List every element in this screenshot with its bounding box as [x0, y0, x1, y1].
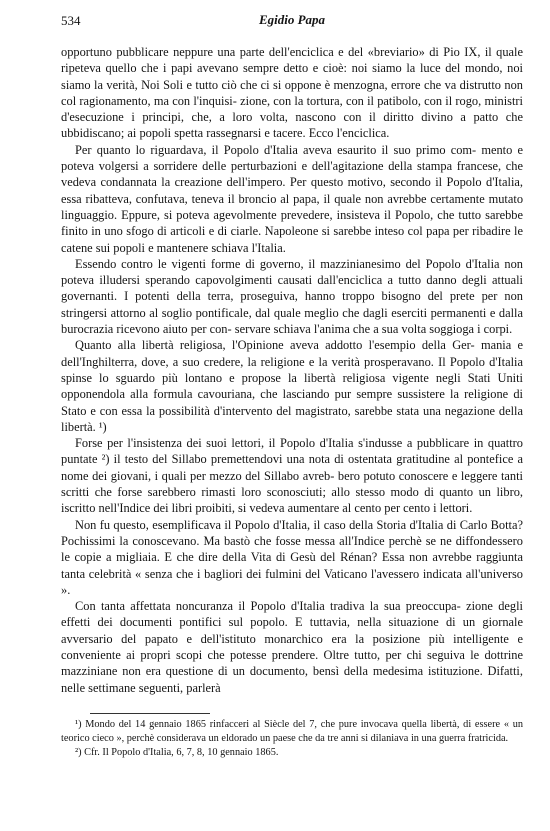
text-line: pur sempre sussistere la religione di Stato e con essa la possibilità d'intervento: [61, 387, 523, 418]
text-line: sconosciuti; allo stesso modo di quanto un libro, iscritto nell'Indice dei libri: [61, 485, 523, 516]
text-line: zione degli effetti dei documenti pontifici sul popolo. E tuttavia, nella situazione: [61, 599, 523, 630]
text-line: agevolmente prevedere, insisteva il Popolo, che tutto sarebbe finito in uno sfogo: [61, 207, 523, 239]
text-line: mento e poteva volgersi a sorridere delle perturbazioni e dell'agitazione della: [61, 142, 523, 174]
paragraph: [61, 337, 523, 435]
footnote-rule: [90, 713, 210, 714]
text-line: troppo bisogno del prete per non stringersi attorno al soglio pontificale, dal quale: [61, 289, 524, 320]
text-line: mania e dell'Inghilterra, dove, a suo credere, la religione e la verità prosperavano.: [61, 338, 523, 369]
text-line: per chi seguiva le dottrine mazziniane non era questione di un documento,: [61, 647, 523, 679]
text-line: Forse per l'insistenza dei suoi lettori, il Popolo d'Italia s'indusse a pubblicare: [75, 436, 470, 451]
paragraph: [61, 142, 523, 256]
text-line: Pio IX, il quale ripeteva quello che i papi avevano sempre detto e cioè: noi: [61, 45, 523, 76]
text-line: Con tanta affettata noncuranza il Popolo d'Italia tradiva la sua preoccupa-: [75, 599, 461, 614]
paragraph: [61, 435, 523, 516]
text-line: di articoli e di ciarle. Napoleone si sarebbe inteso col papa per ribadire le catene: [61, 224, 523, 255]
text-line: servare schiava l'anima che a sua volta soggioga i corpi.: [234, 322, 513, 337]
text-line: bero potuto conoscere e leggere tanti scritti che forse sarebbero rimasti loro: [61, 468, 523, 500]
text-line: del magistrato, sarebbe stata una negazione della libertà. ¹): [61, 403, 523, 434]
text-line: siamo la luce del mondo, noi siamo la verità, Noi Soli e tutto ciò che ci si oppone: [61, 61, 523, 92]
text-line: Quanto alla libertà religiosa, l'Opinione aveva addotto l'esempio della Ger-: [75, 338, 475, 353]
text-line: Essendo contro le vigenti forme di governo, il mazzinianesimo del Popolo: [75, 256, 461, 271]
footnotes: [61, 718, 523, 761]
running-head: Egidio Papa: [258, 12, 326, 27]
text-line: d'Italia non poteva illudersi sperando capovolgimenti causati dall'enciclica a: [61, 256, 523, 288]
text-line: Per quanto lo riguardava, il Popolo d'Italia aveva esaurito il suo primo com-: [75, 142, 477, 157]
text-line: proibiti, si vedeva aumentare al cento per cento i lettori.: [195, 501, 473, 516]
text-line: spetta rassegnarsi e tacere. Ecco l'enciclica.: [174, 126, 390, 141]
text-line: di Carlo Botta? Pochissimi la conoscevano. Ma bastò che fosse messa all'Indice: [61, 517, 523, 548]
text-line: meglio che dagli eserciti permanenti e dalla burocrazia ricevono aiuto per con-: [61, 305, 523, 337]
footnote: ¹) Mondo del 14 gennaio 1865 rinfacceri al Siècle del 7, che pure invocava quella libertà, di essere « un teorico cieco », perchè considerava un eldorado un paese che da tre anni si dilaniava in una guerra fratricida.: [61, 719, 523, 745]
text-line: fulmini del Vaticano l'avessero indicata all'universo ».: [61, 566, 524, 597]
page-number: 534: [61, 13, 81, 28]
text-line: motivo, secondo il Popolo d'Italia, essa ribatteva, confutava, teneva il broncio al: [61, 175, 523, 206]
body-text: [61, 44, 523, 696]
text-line: di un giornale avversario del papato e dell'istituto monarchico era la posizione: [61, 615, 523, 646]
text-line: sui popoli e mantenere schiava l'Italia.: [95, 240, 286, 255]
text-line: in quattro puntate ²) il testo del Sillabo premettendovi una nota di ostentata: [61, 436, 523, 467]
paragraph: [61, 44, 523, 142]
text-line: Il Popolo d'Italia spinse lo sguardo più lontano e propose la libertà religiosa: [61, 354, 523, 385]
text-line: più intelligente e conveniente ai propri scopi che potesse prendere. Oltre tutto,: [61, 631, 523, 662]
text-line: stampa francese, che vedeva condannata la creazione dell'impero. Per questo: [61, 159, 524, 190]
text-line: gratitudine al pontefice a nome dei giovani, i quali per mezzo del Sillabo avreb-: [61, 452, 523, 483]
paragraph: [61, 256, 523, 337]
page-header: [61, 11, 523, 33]
text-line: bensì della medesima istituzione. Difatti, nelle settimane seguenti, parlerà: [61, 664, 523, 695]
paragraph: [61, 517, 523, 598]
text-line: perchè se ne diffondessero le copie a migliaia. E che dire della Vita di Gesù del: [61, 533, 523, 565]
text-line: zione, con la tortura, con il patibolo, con il rogo, ministri d'esecuzione i principi,: [61, 93, 523, 125]
footnote: ²) Cfr. Il Popolo d'Italia, 6, 7, 8, 10 gennaio 1865.: [75, 747, 279, 759]
text-line: Rénan? Essa non avrebbe raggiunta tanta celebrità « senza che i bagliori dei: [61, 550, 523, 581]
paragraph: [61, 598, 523, 696]
text-line: tutto danno degli attuali governanti. I potenti della terra, proseguiva, hanno: [61, 273, 523, 304]
text-line: Non fu questo, esemplificava il Popolo d'Italia, il caso della Storia d'Italia: [75, 517, 444, 532]
text-line: che, a loro volta, nascono con il diritto divino a patto che ubbidiscano; ai popoli: [61, 110, 524, 141]
text-line: vigente negli Stati Uniti opponendola alla formula cavouriana, che lasciando: [61, 370, 523, 402]
text-line: opportuno pubblicare neppure una parte dell'enciclica e del «breviario» di: [61, 45, 439, 59]
text-line: è menzogna, errore che va distrutto non col ragionamento, ma con l'inquisi-: [61, 77, 523, 108]
text-line: papa, il quale non avrebbe certamente mutato linguaggio. Eppure, si poteva: [61, 191, 524, 222]
